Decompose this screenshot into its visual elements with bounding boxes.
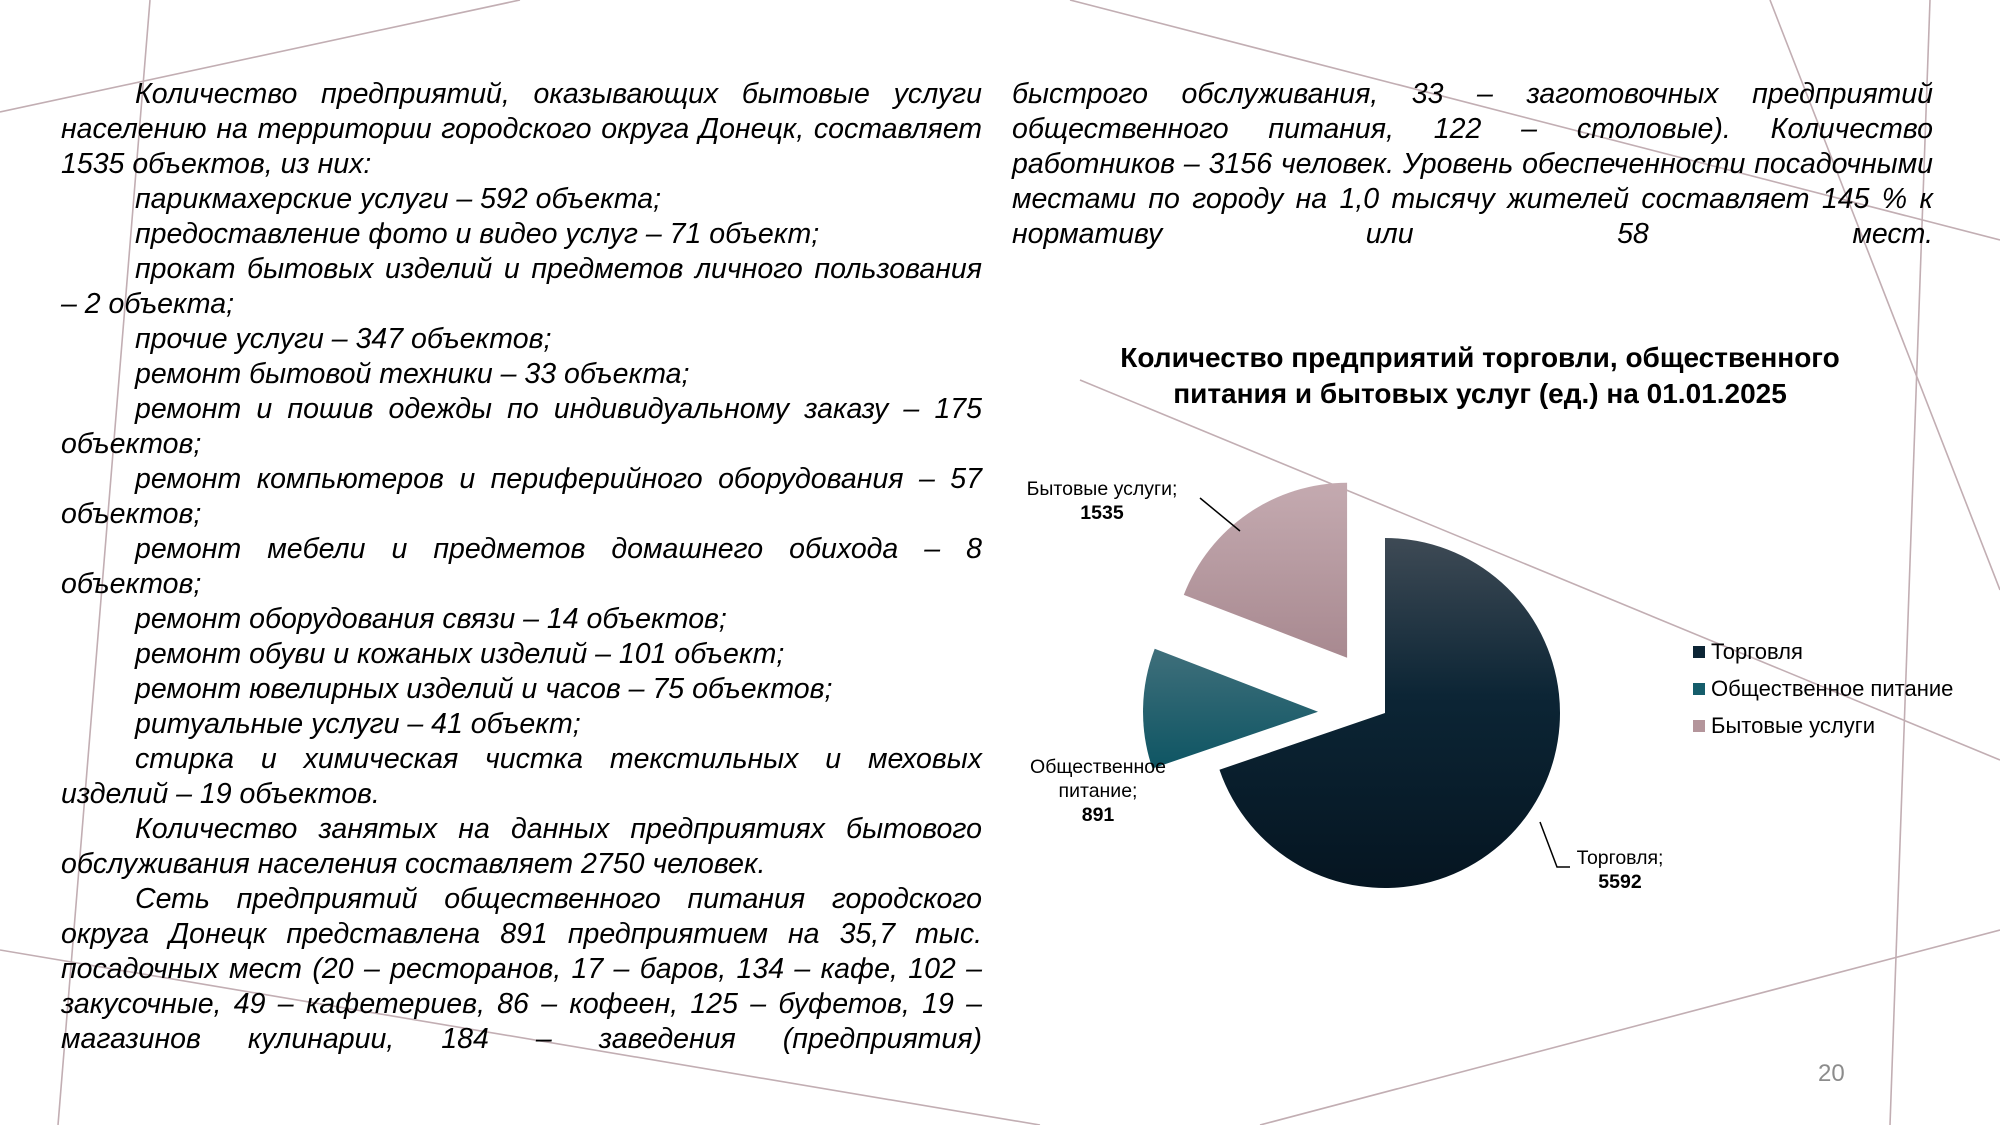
text-paragraph: ремонт бытовой техники – 33 объекта; bbox=[135, 358, 690, 390]
slice-label: Бытовые услуги; 1535 bbox=[1026, 478, 1178, 524]
legend-label: Общественное питание bbox=[1711, 676, 1954, 701]
legend-label: Торговля bbox=[1711, 639, 1803, 664]
legend-item bbox=[1693, 707, 1953, 744]
legend-swatch bbox=[1693, 720, 1705, 732]
page-number: 20 bbox=[1818, 1060, 1845, 1087]
legend-item bbox=[1693, 670, 1953, 707]
text-paragraph: предоставление фото и видео услуг – 71 объект; bbox=[135, 218, 820, 250]
text-paragraph: прочие услуги – 347 объектов; bbox=[135, 323, 552, 355]
text-paragraph: ремонт мебели и предметов домашнего обихода – 8 объектов; bbox=[61, 533, 982, 600]
legend-swatch bbox=[1693, 683, 1705, 695]
pie-slice bbox=[1184, 483, 1347, 658]
text-paragraph: ремонт оборудования связи – 14 объектов; bbox=[135, 603, 727, 635]
text-paragraph: парикмахерские услуги – 592 объекта; bbox=[135, 183, 662, 215]
text-paragraph: ремонт обуви и кожаных изделий – 101 объект; bbox=[135, 638, 785, 670]
legend-item bbox=[1693, 633, 1953, 670]
legend-label: Бытовые услуги bbox=[1711, 713, 1876, 738]
text-paragraph: ремонт компьютеров и периферийного оборудования – 57 объектов; bbox=[61, 463, 982, 530]
text-paragraph: Количество занятых на данных предприятиях бытового обслуживания населения составляет 2750 человек. bbox=[61, 813, 982, 880]
text-paragraph: Количество предприятий, оказывающих бытовые услуги населению на территории городского округа Донецк, составляет 1535 объектов, из них: bbox=[61, 78, 982, 180]
right-paragraph: быстрого обслуживания, 33 – заготовочных предприятий общественного питания, 122 – столовые). Количество работников – 3156 человек. Уровень обеспеченности посадочными местами по городу на 1,0 тысячу жителей составляет 145 % к нормативу или 58 мест. bbox=[1012, 78, 1933, 250]
slice-label: Общественное питание; 891 bbox=[1030, 756, 1166, 826]
text-paragraph: Сеть предприятий общественного питания городского округа Донецк представлена 891 предприятием на 35,7 тыс. посадочных мест (20 – ресторанов, 17 – баров, 134 – кафе, 102 – закусочные, 49 – кафетериев, 86 – кофеен, 125 – буфетов, 19 – магазинов кулинарии, 184 – заведения (предприятия) bbox=[61, 883, 982, 1055]
text-paragraph: прокат бытовых изделий и предметов личного пользования – 2 объекта; bbox=[61, 253, 982, 320]
text-paragraph: стирка и химическая чистка текстильных и меховых изделий – 19 объектов. bbox=[61, 743, 982, 810]
slice-label: Торговля; 5592 bbox=[1576, 847, 1664, 893]
text-paragraph: ремонт ювелирных изделий и часов – 75 объектов; bbox=[135, 673, 833, 705]
leader-line bbox=[1540, 822, 1570, 867]
leader-line bbox=[1200, 498, 1240, 531]
text-paragraph: ремонт и пошив одежды по индивидуальному заказу – 175 объектов; bbox=[61, 393, 982, 460]
legend-swatch bbox=[1693, 646, 1705, 658]
chart-legend bbox=[1693, 633, 1953, 744]
chart-title: Количество предприятий торговли, общественного питания и бытовых услуг (ед.) на 01.01.2025 bbox=[1120, 342, 1840, 409]
text-paragraph: ритуальные услуги – 41 объект; bbox=[135, 708, 581, 740]
